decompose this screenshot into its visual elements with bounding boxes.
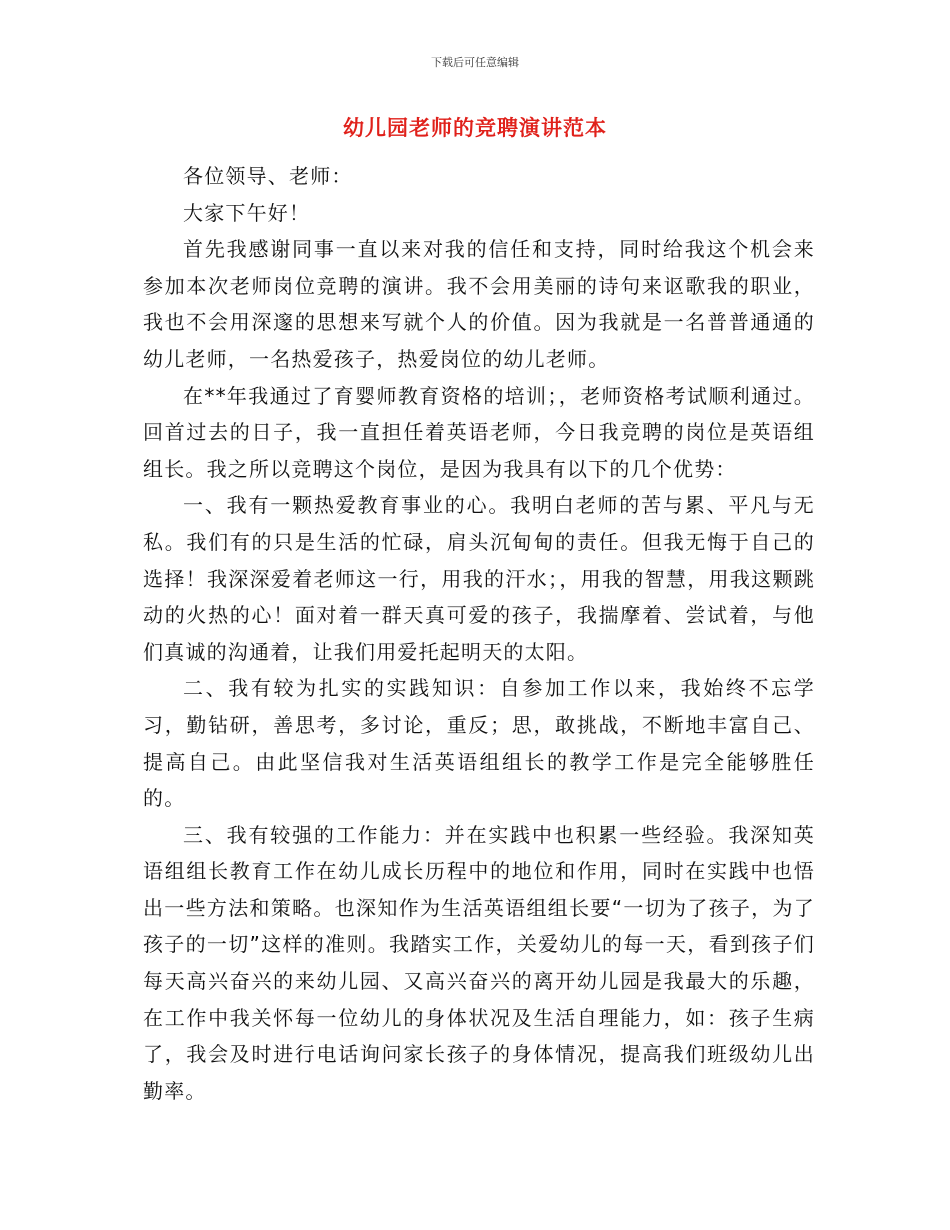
- paragraph-background: 在**年我通过了育婴师教育资格的培训；，老师资格考试顺利通过。回首过去的日子，我一直担任着英语老师，今日我竞聘的岗位是英语组组长。我之所以竞聘这个岗位，是因为我具有以下的几个优势：: [143, 383, 815, 481]
- paragraph-intro: 首先我感谢同事一直以来对我的信任和支持，同时给我这个机会来参加本次老师岗位竞聘的演讲。我不会用美丽的诗句来讴歌我的职业， 我也不会用深邃的思想来写就个人的价值。因为我就是一名普普通通的幼儿老师，一名热爱孩子，热爱岗位的幼儿老师。: [143, 237, 815, 371]
- document-body: [143, 158, 815, 1109]
- document-title: 幼儿园老师的竞聘演讲范本: [343, 116, 607, 140]
- header-note: 下载后可任意编辑: [431, 56, 519, 69]
- paragraph-salutation: 各位领导、老师：: [183, 164, 353, 188]
- paragraph-greeting: 大家下午好！: [183, 200, 311, 225]
- paragraph-point-three: 三、我有较强的工作能力：并在实践中也积累一些经验。我深知英语组组长教育工作在幼儿成长历程中的地位和作用，同时在实践中也悟出一些方法和策略。也深知作为生活英语组组长要“一切为了孩子，为了孩子的一切”这样的准则。我踏实工作，关爱幼儿的每一天，看到孩子们每天高兴奋兴的来幼儿园、又高兴奋兴的离开幼儿园是我最大的乐趣，在工作中我关怀每一位幼儿的身体状况及生活自理能力，如：孩子生病了，我会及时进行电话询问家长孩子的身体情况，提高我们班级幼儿出勤率。: [143, 822, 815, 1103]
- paragraph-point-two: 二、我有较为扎实的实践知识：自参加工作以来，我始终不忘学习，勤钻研，善思考，多讨论，重反；思，敢挑战，不断地丰富自己、提高自己。由此坚信我对生活英语组组长的教学工作是完全能够胜任的。: [143, 676, 815, 811]
- paragraph-point-one: 一、我有一颗热爱教育事业的心。我明白老师的苦与累、平凡与无私。我们有的只是生活的忙碌，肩头沉甸甸的责任。但我无悔于自己的选择！我深深爱着老师这一行，用我的汗水；，用我的智慧，用我这颗跳动的火热的心！面对着一群天真可爱的孩子，我揣摩着、尝试着，与他们真诚的沟通着，让我们用爱托起明天的太阳。: [143, 493, 815, 664]
